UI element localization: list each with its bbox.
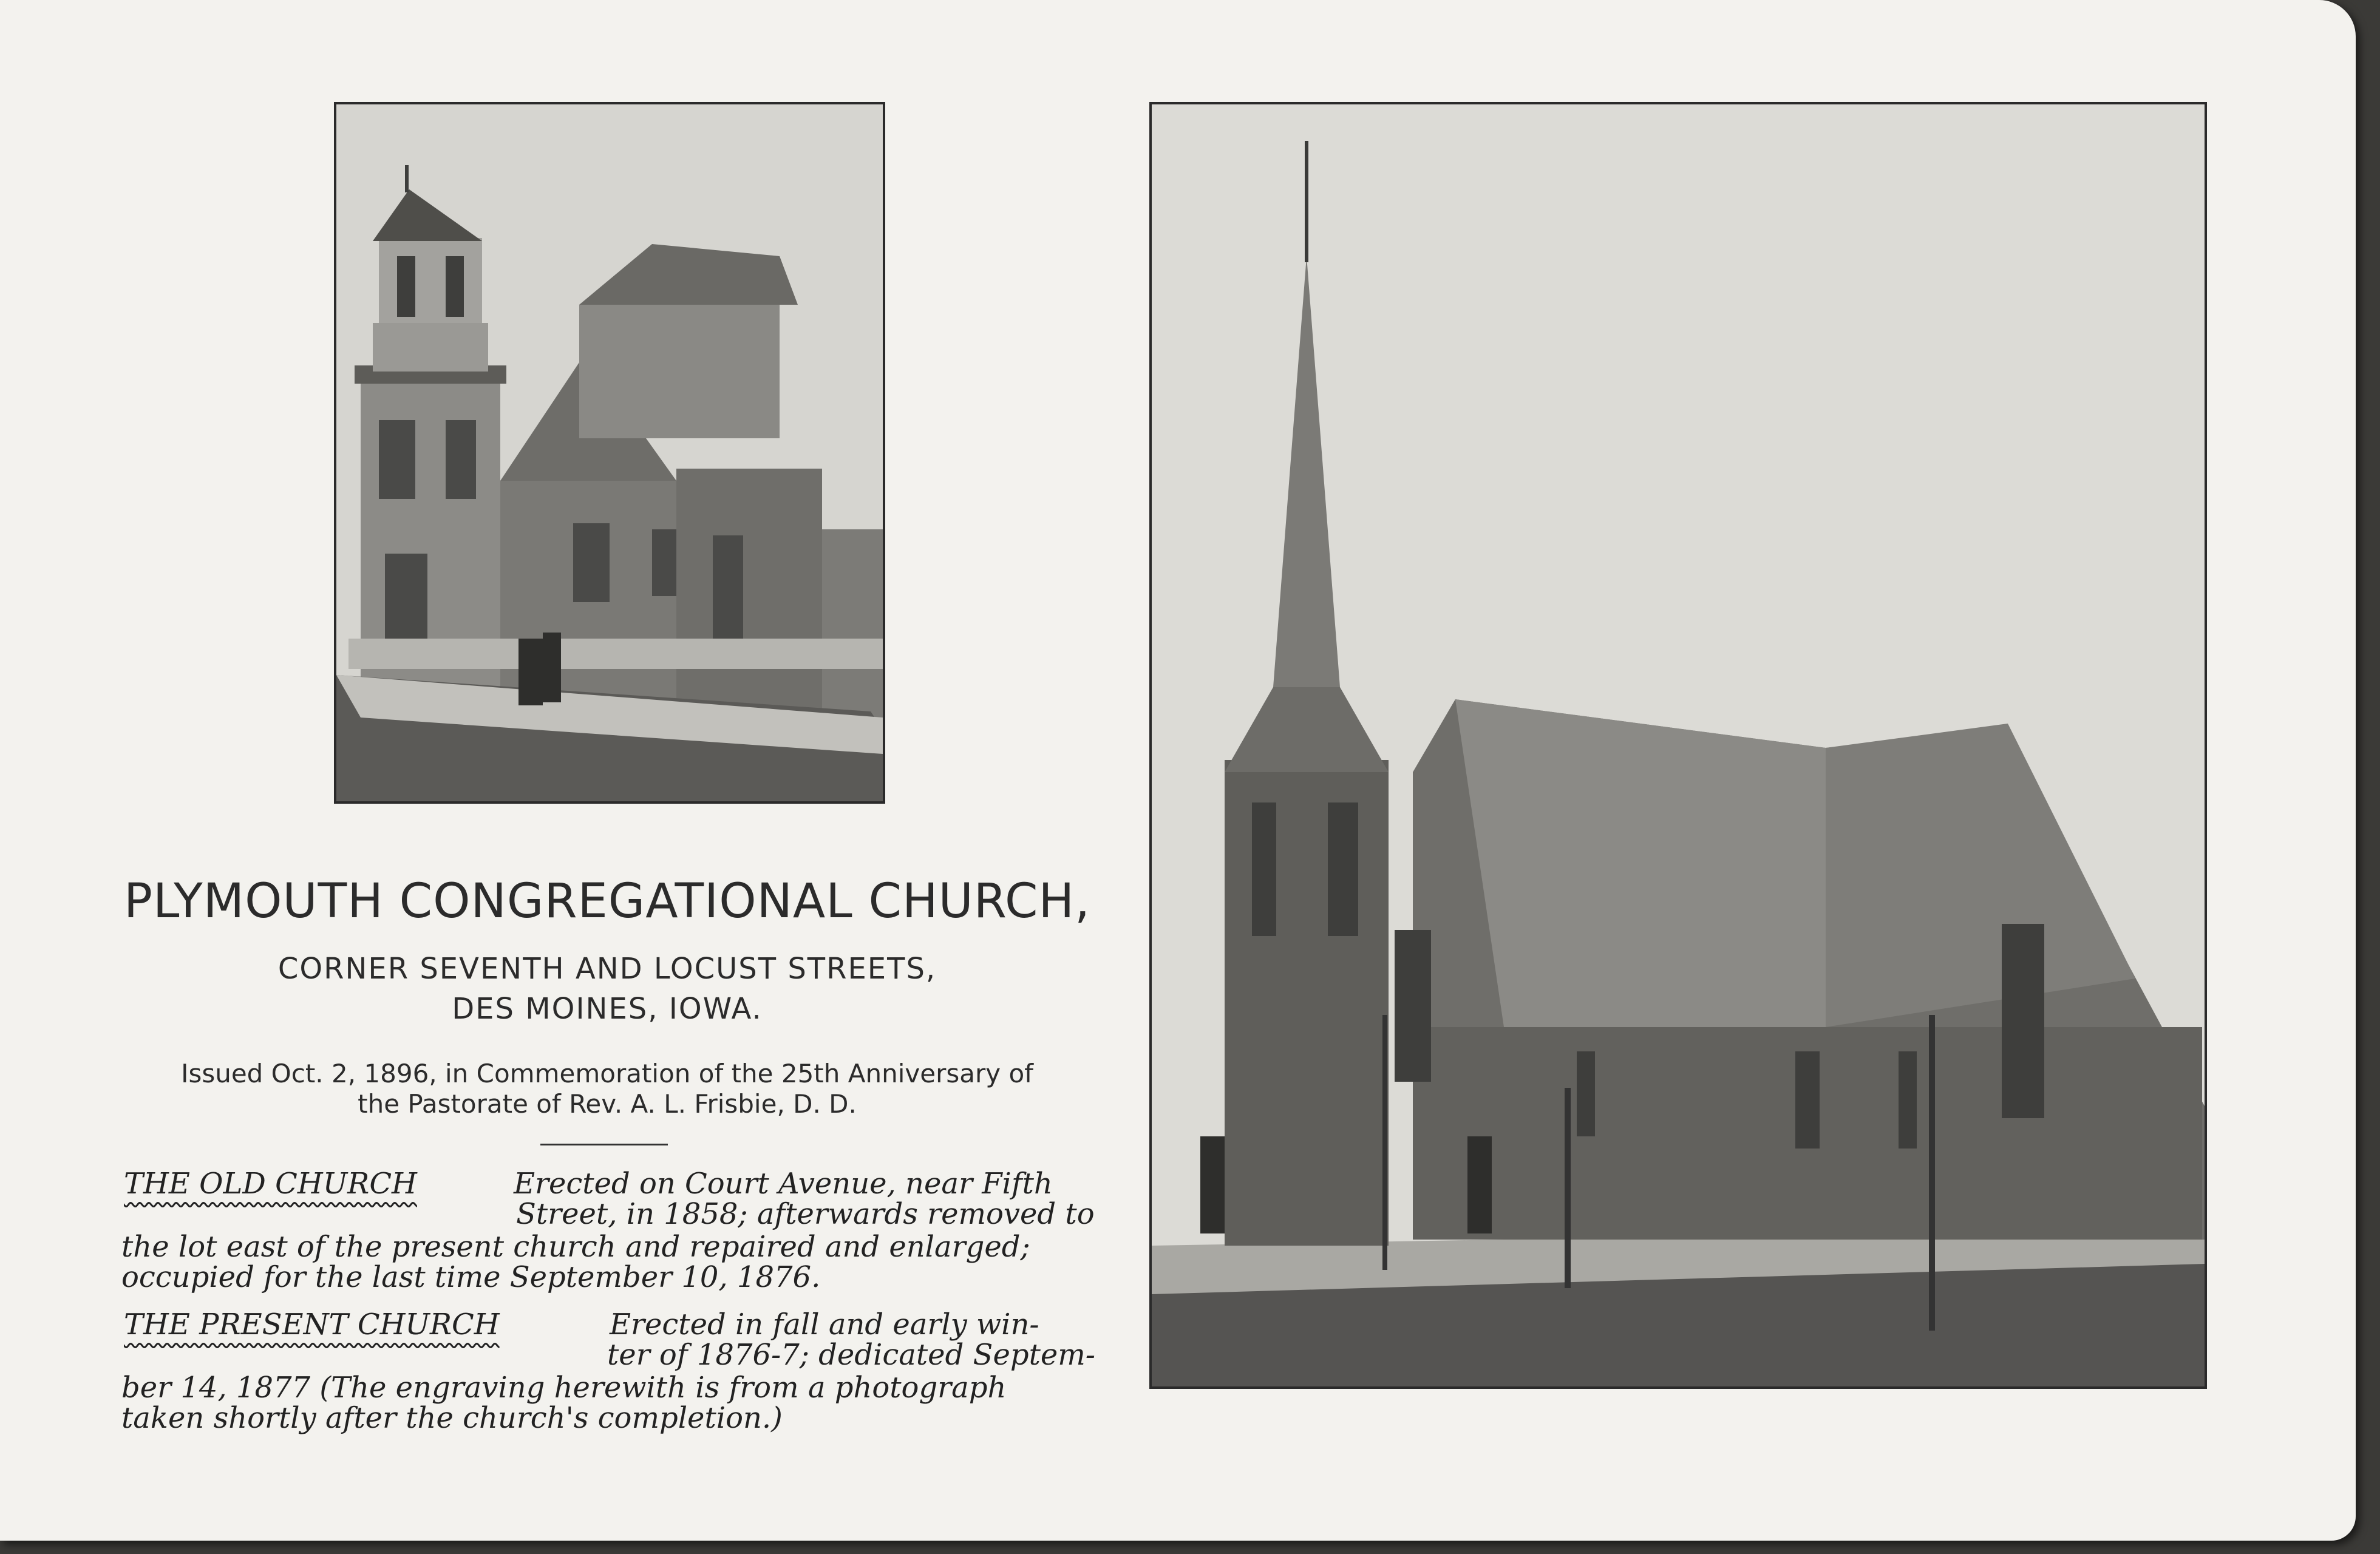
issued-line-1: Issued Oct. 2, 1896, in Commemoration of the 25th Anniversary of <box>181 1059 1033 1088</box>
present-church-text-line: ter of 1876-7; dedicated Septem- <box>607 1338 1095 1372</box>
old-church-text-line: Erected on Court Avenue, near Fifth <box>514 1167 1053 1201</box>
present-church-photo <box>1149 102 2207 1389</box>
old-church-text-line: occupied for the last time September 10, 1876. <box>121 1260 821 1294</box>
present-church-illustration <box>1152 104 2205 1386</box>
old-church-text-line: the lot east of the present church and repaired and enlarged; <box>121 1230 1030 1264</box>
old-church-photo <box>334 102 885 804</box>
old-church-heading: THE OLD CHURCH <box>124 1167 417 1201</box>
divider <box>540 1144 668 1145</box>
page-title: PLYMOUTH CONGREGATIONAL CHURCH, <box>124 874 1090 929</box>
present-church-text-line: ber 14, 1877 (The engraving herewith is from a photograph <box>121 1371 1007 1405</box>
address-line-2: DES MOINES, IOWA. <box>452 992 763 1026</box>
present-church-text-line: Erected in fall and early win- <box>610 1308 1039 1342</box>
present-church-heading: THE PRESENT CHURCH <box>124 1308 500 1342</box>
issued-line-2: the Pastorate of Rev. A. L. Frisbie, D. D. <box>358 1089 857 1119</box>
address-line-1: CORNER SEVENTH AND LOCUST STREETS, <box>277 952 937 986</box>
present-church-text-line: taken shortly after the church's completion.) <box>121 1401 783 1435</box>
old-church-illustration <box>336 104 883 801</box>
old-church-text-line: Street, in 1858; afterwards removed to <box>516 1197 1095 1231</box>
